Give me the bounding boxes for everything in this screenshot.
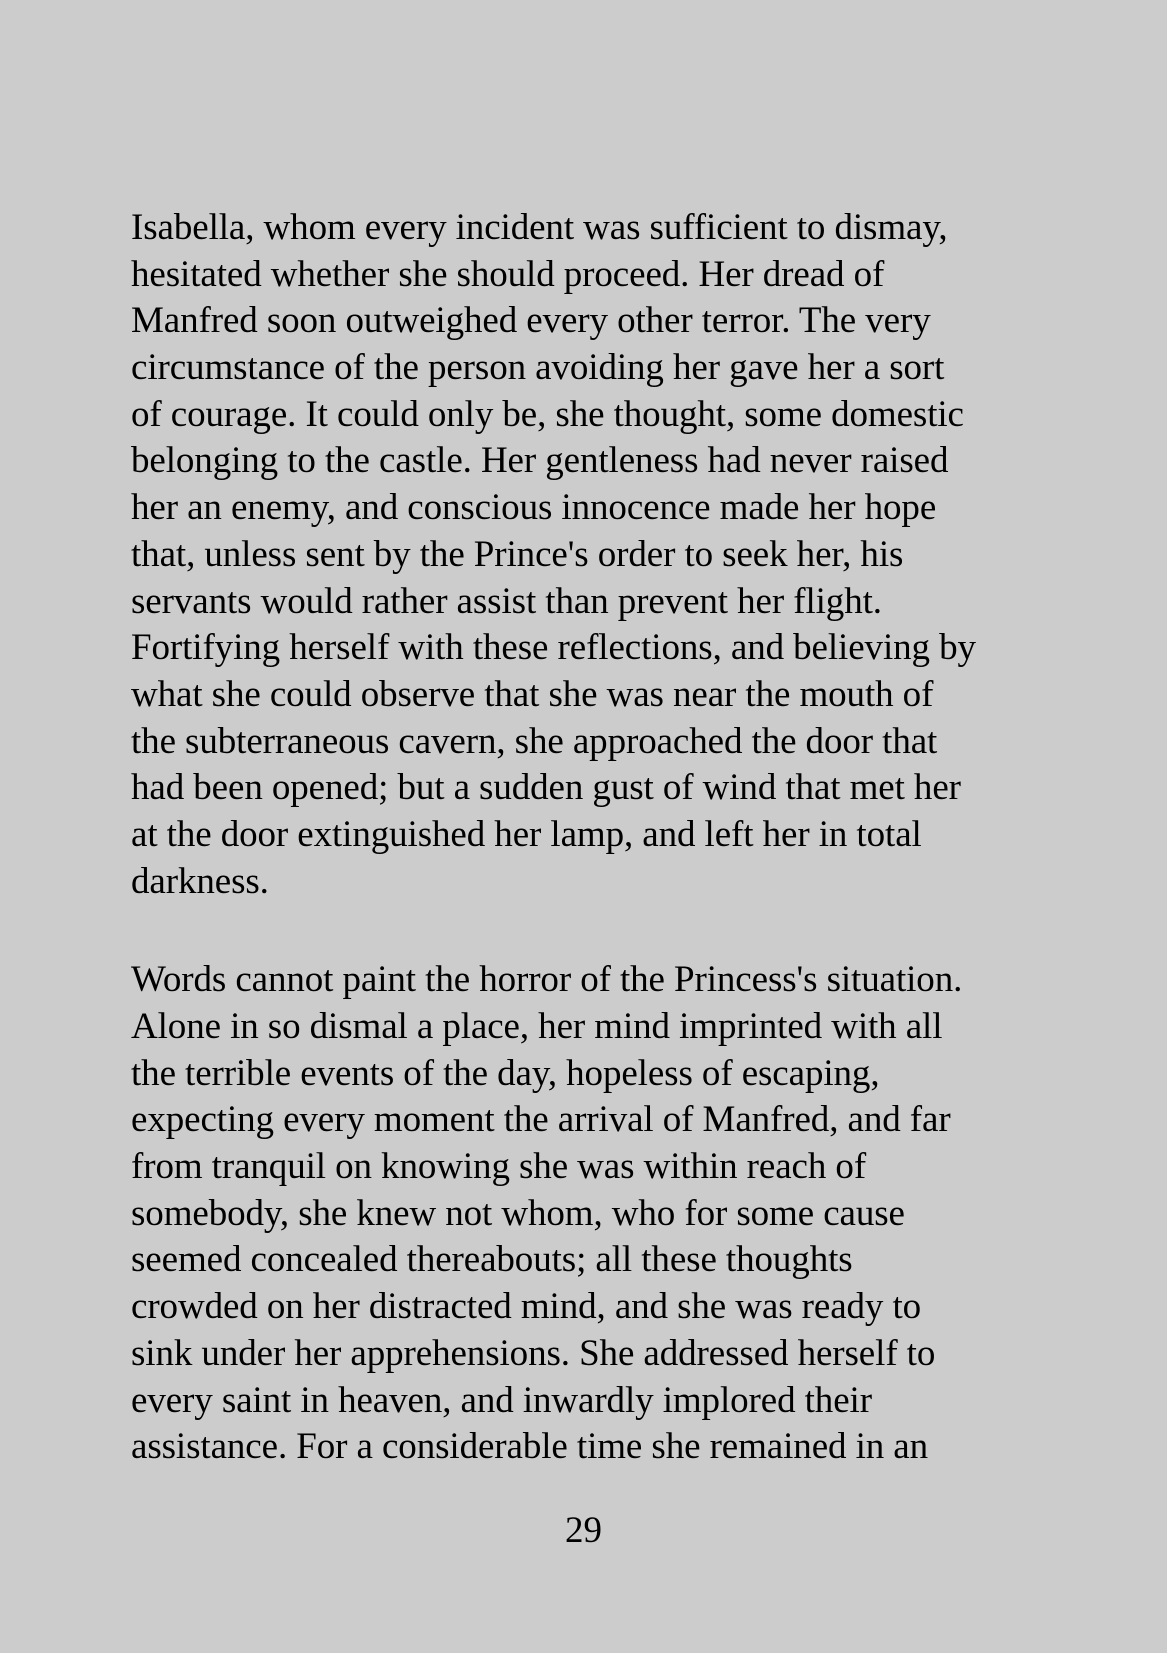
- text-line: every saint in heaven, and inwardly implored their: [131, 1379, 872, 1421]
- text-line: hesitated whether she should proceed. Her dread of: [131, 253, 885, 295]
- text-line: from tranquil on knowing she was within reach of: [131, 1146, 867, 1188]
- paragraph-spacer: [131, 905, 1091, 957]
- text-line: the subterraneous cavern, she approached the door that: [131, 720, 938, 762]
- text-line: expecting every moment the arrival of Manfred, and far: [131, 1099, 951, 1141]
- text-line: belonging to the castle. Her gentleness had never raised: [131, 440, 949, 482]
- text-line: at the door extinguished her lamp, and left her in total: [131, 813, 922, 855]
- text-line: Alone in so dismal a place, her mind imprinted with all: [131, 1006, 943, 1047]
- text-line: assistance. For a considerable time she remained in an: [131, 1426, 929, 1468]
- text-line: of courage. It could only be, she thought, some domestic: [131, 393, 964, 435]
- paragraph-2: [131, 957, 1091, 1471]
- text-line: Fortifying herself with these reflections, and believing by: [131, 627, 976, 669]
- text-line: Manfred soon outweighed every other terror. The very: [131, 300, 931, 342]
- text-line: Isabella, whom every incident was sufficient to dismay,: [131, 207, 948, 248]
- body-text: [131, 205, 1091, 1471]
- text-line: what she could observe that she was near the mouth of: [131, 673, 934, 715]
- text-line: servants would rather assist than prevent her flight.: [131, 580, 882, 622]
- text-line: her an enemy, and conscious innocence made her hope: [131, 487, 937, 529]
- text-line: crowded on her distracted mind, and she was ready to: [131, 1286, 922, 1328]
- text-line: had been opened; but a sudden gust of wind that met her: [131, 767, 961, 809]
- text-line: circumstance of the person avoiding her gave her a sort: [131, 347, 945, 389]
- text-line: Words cannot paint the horror of the Princess's situation.: [131, 959, 963, 1001]
- text-line: that, unless sent by the Prince's order to seek her, his: [131, 533, 904, 575]
- page-number: 29: [565, 1510, 602, 1551]
- text-line: darkness.: [131, 860, 269, 902]
- text-line: somebody, she knew not whom, who for some cause: [131, 1192, 905, 1234]
- text-line: sink under her apprehensions. She addressed herself to: [131, 1332, 936, 1374]
- text-line: seemed concealed thereabouts; all these thoughts: [131, 1239, 853, 1281]
- text-line: the terrible events of the day, hopeless of escaping,: [131, 1052, 880, 1094]
- paragraph-1: [131, 205, 1091, 905]
